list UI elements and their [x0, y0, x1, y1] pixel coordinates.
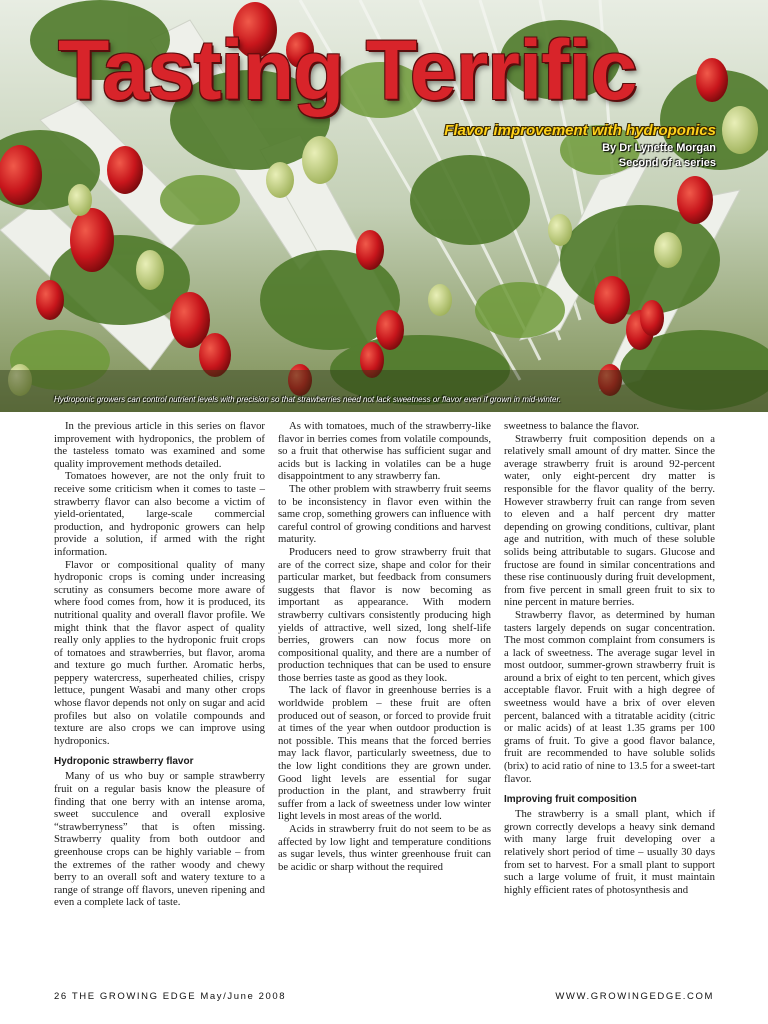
article-subtitle: Flavor improvement with hydroponics — [444, 122, 716, 139]
series-label: Second of a series — [618, 157, 716, 169]
page-footer-issue: 26 THE GROWING EDGE May/June 2008 — [54, 991, 287, 1002]
text-column-1 — [54, 420, 265, 909]
paragraph: As with tomatoes, much of the strawberry-like flavor in berries comes from volatile compounds, so a fruit that otherwise has sufficient sugar and acids but is lacking in volatiles can be a huge disappointment to any strawberry fan. — [278, 420, 491, 483]
text-column-3 — [504, 420, 715, 896]
paragraph: Strawberry fruit composition depends on a relatively small amount of dry matter. Since the average strawberry fruit is around 92-percent water, only eight-percent dry matter is responsible for the flavor quality of the berry. However strawberry fruit can range from seven to eleven and a half percent dry matter depending on growing conditions, cultivar, plant age and nutrition, with much of these soluble solids being attributable to sugars. Glucose and fructose are found in similar concentrations and these rise continuously during fruit development, from five percent in small green fruit to six to nine percent in mature berries. — [504, 432, 715, 609]
paragraph: Producers need to grow strawberry fruit that are of the correct size, shape and color for their particular market, but feedback from consumers suggests that flavor is now becoming as important as appearance. With modern strawberry cultivars consistently producing high yields of attractive, well sized, long shelf-life berries, growers can now focus more on compositional quality, and there are a number of production techniques that can be used to ensure those berries taste as good as they look. — [278, 545, 491, 684]
paragraph: sweetness to balance the flavor. — [504, 420, 640, 432]
text-column-2 — [278, 420, 491, 873]
paragraph: The lack of flavor in greenhouse berries is a worldwide problem – these fruit are often produced out of season, or forced to provide fruit at times of the year when outdoor production is not possible. This means that the forced berries may lack flavor, particularly sweetness, due to the low light conditions they are grown under. Good light levels are essential for sugar production in the plant, and strawberry fruit suffer from a lack of sweetness under low winter light levels in most areas of the world. — [278, 684, 491, 823]
paragraph: Many of us who buy or sample strawberry fruit on a regular basis know the pleasure of finding that one berry with an intense aroma, sweet succulence and overall explosive “strawberryness” that is often missing. Strawberry quality from both outdoor and greenhouse crops can be highly variable – from the extremes of the rather woody and chewy berry to an overall soft and watery texture to a range of strange off flavors, uneven ripening and even a complete lack of taste. — [54, 770, 265, 909]
section-heading: Improving fruit composition — [504, 794, 637, 806]
page-footer-url: WWW.GROWINGEDGE.COM — [555, 991, 714, 1002]
article-title: Tasting Terrific — [58, 23, 637, 117]
section-heading: Hydroponic strawberry flavor — [54, 756, 194, 768]
paragraph: The strawberry is a small plant, which if grown correctly develops a heavy sink demand with many large fruit developing over a relatively short period of time – usually 30 days from set to harvest. For a small plant to support such a large volume of fruit, it must maintain highly efficient rates of photosynthesis and — [504, 808, 715, 896]
hero-photo — [0, 0, 768, 412]
paragraph: In the previous article in this series on flavor improvement with hydroponics, the problem of the tasteless tomato was examined and some quality improvement methods detailed. — [54, 420, 265, 470]
paragraph: The other problem with strawberry fruit seems to be inconsistency in flavor even within the same crop, something growers can influence with careful control of growing conditions and harvest maturity. — [278, 482, 491, 546]
paragraph: Acids in strawberry fruit do not seem to be as affected by low light and temperature conditions as sugar levels, thus winter greenhouse fruit can be acidic or sharp without the required — [278, 823, 491, 873]
paragraph: Tomatoes however, are not the only fruit to receive some criticism when it comes to taste – strawberry flavor can also become a victim of yield-orientated, large-scale commercial production, and hydroponic growers can help provide a solution, if armed with the right information. — [54, 470, 265, 558]
photo-caption: Hydroponic growers can control nutrient levels with precision so that strawberries need not lack sweetness or flavor even if grown in mid-winter. — [54, 395, 562, 404]
paragraph: Flavor or compositional quality of many hydroponic crops is coming under increasing scrutiny as consumers become more aware of where food comes from, how it is produced, its nutritional quality and overall flavor profile. We might think that the flavor aspect of quality really only applies to the hydroponic fruit crops of tomatoes and strawberries, but flavor, aroma and texture go much further. Aromatic herbs, peppery watercress, superheated chilies, crispy lettuce, pungent Wasabi and many other crops whose flavor depends not only on sugar and acid profiles but also on volatile compounds and texture are also crops we can improve using hydroponics. — [54, 558, 265, 747]
paragraph: Strawberry flavor, as determined by human tasters largely depends on sugar concentration. The most common complaint from consumers is a lack of sweetness. The average sugar level in most outdoor, summer-grown strawberry fruit is around a brix of eight to ten percent, which gives acceptable flavor. Fruit with a high degree of sweetness would have a brix of over eleven percent, balanced with a titratable acidity (citric or malic acids) of at least 1.35 grams per 100 grams of fruit. To give a good flavor balance, fruit are recommended to have soluble solids (brix) to acid ratio of nine to 13.5 for a sweet-tart flavor. — [504, 608, 715, 785]
author-byline: By Dr Lynette Morgan — [602, 142, 716, 154]
